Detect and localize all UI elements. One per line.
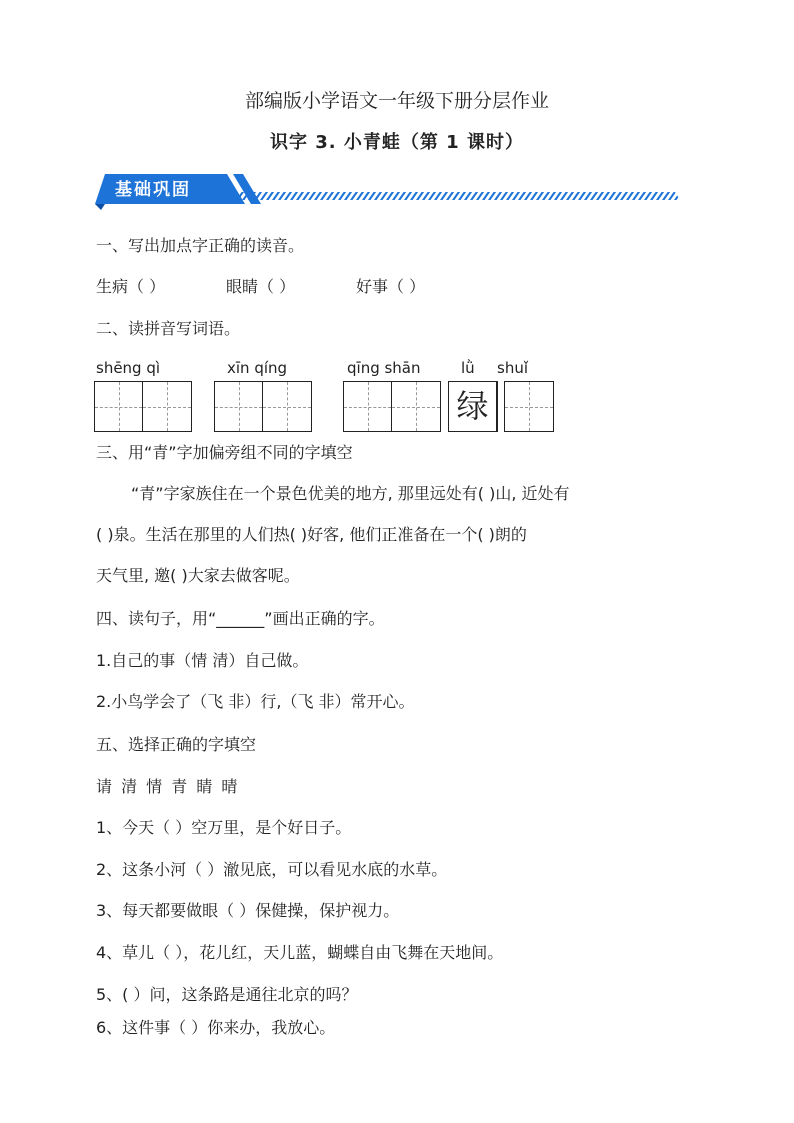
- writing-cell[interactable]: [95, 382, 143, 431]
- q3-line: ( )泉。生活在那里的人们热( )好客, 他们正准备在一个( )朗的: [96, 525, 527, 544]
- q4-item: 1.自己的事（情 清）自己做。: [96, 651, 309, 670]
- writing-cell[interactable]: [215, 382, 263, 431]
- q5-item: 5、( ）问，这条路是通往北京的吗？: [96, 985, 358, 1004]
- q5-item: 6、这件事（ ）你来办，我放心。: [96, 1018, 336, 1037]
- q2-heading: 二、读拼音写词语。: [96, 319, 241, 338]
- writing-cell[interactable]: [505, 382, 553, 431]
- pinyin-label: shēng qì: [96, 359, 161, 377]
- q5-item: 1、今天（ ）空万里，是个好日子。: [96, 818, 352, 837]
- writing-grid: [214, 381, 312, 432]
- q1-item: 眼睛（ ）: [226, 277, 296, 296]
- writing-cell[interactable]: [143, 382, 191, 431]
- q5-item: 2、这条小河（ ）澈见底，可以看见水底的水草。: [96, 860, 448, 879]
- q1-item: 生病（ ）: [96, 277, 166, 296]
- section-banner: [95, 170, 685, 210]
- q3-heading: 三、用“青”字加偏旁组不同的字填空: [96, 443, 353, 462]
- lesson-title: 识字 3. 小青蛙（第 1 课时）: [270, 132, 524, 153]
- writing-cell[interactable]: [263, 382, 311, 431]
- pinyin-label: qīng shān: [347, 359, 421, 377]
- given-char-cell: [449, 382, 497, 431]
- pinyin-label: shuǐ: [497, 359, 528, 377]
- writing-grid: [448, 381, 498, 432]
- pinyin-label: xīn qíng: [227, 359, 288, 377]
- writing-cell[interactable]: [392, 382, 440, 431]
- writing-cell[interactable]: [344, 382, 392, 431]
- given-char: 绿: [456, 387, 489, 425]
- q4-heading: 四、读句子，用“______”画出正确的字。: [96, 609, 385, 628]
- q5-item: 4、草儿（ ），花儿红，天儿蓝，蝴蝶自由飞舞在天地间。: [96, 943, 504, 962]
- q1-heading: 一、写出加点字正确的读音。: [96, 236, 305, 255]
- q4-item: 2.小鸟学会了（飞 非）行,（飞 非）常开心。: [96, 692, 415, 711]
- writing-grid: [504, 381, 554, 432]
- q5-choices: 请 清 情 青 睛 晴: [96, 777, 238, 796]
- q5-item: 3、每天都要做眼（ ）保健操，保护视力。: [96, 901, 400, 920]
- pinyin-label: lǜ: [461, 359, 475, 377]
- q3-line: 天气里, 邀( )大家去做客呢。: [96, 566, 300, 585]
- writing-grid: [343, 381, 441, 432]
- worksheet-subtitle: 部编版小学语文一年级下册分层作业: [244, 90, 549, 112]
- banner-label: 基础巩固: [115, 180, 191, 200]
- writing-grid: [94, 381, 192, 432]
- q3-line: “青”字家族住在一个景色优美的地方, 那里远处有( )山, 近处有: [131, 484, 570, 503]
- q5-heading: 五、选择正确的字填空: [96, 735, 257, 754]
- q1-item: 好事（ ）: [356, 277, 426, 296]
